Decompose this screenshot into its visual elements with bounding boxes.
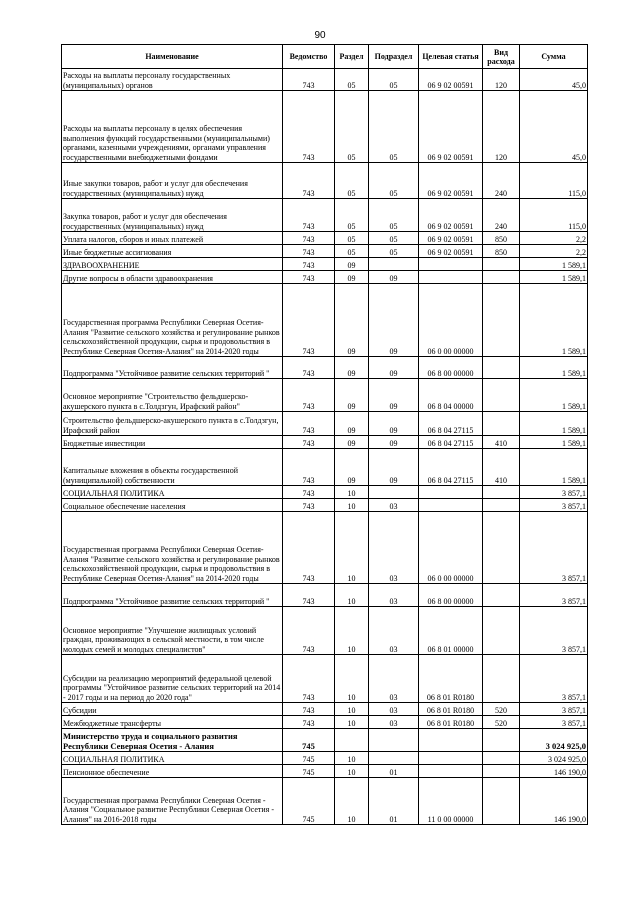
- cell-name: Субсидии на реализацию мероприятий федеральной целевой программы "Устойчивое развитие сельских территорий на 2014 - 2017 годы и на период до 2020 года": [62, 655, 283, 703]
- cell-section: 10: [335, 655, 369, 703]
- cell-target: 06 8 04 27115: [419, 412, 483, 436]
- cell-type: 520: [483, 703, 520, 716]
- cell-subsection: 03: [369, 499, 419, 512]
- cell-section: 09: [335, 258, 369, 271]
- cell-section: 09: [335, 357, 369, 379]
- table-row: [62, 199, 588, 232]
- cell-subsection: 03: [369, 584, 419, 607]
- cell-target: 06 8 04 00000: [419, 379, 483, 412]
- cell-subsection: 09: [369, 357, 419, 379]
- cell-target: 06 8 01 R0180: [419, 716, 483, 729]
- cell-section: 10: [335, 716, 369, 729]
- cell-sum: 1 589,1: [520, 357, 588, 379]
- table-row: [62, 69, 588, 91]
- cell-section: 10: [335, 778, 369, 825]
- cell-name: Подпрограмма "Устойчивое развитие сельских территорий ": [62, 357, 283, 379]
- cell-section: 10: [335, 499, 369, 512]
- table-row: [62, 752, 588, 765]
- header-type: Вид расхода: [483, 45, 520, 69]
- cell-sum: 1 589,1: [520, 449, 588, 486]
- cell-section: 09: [335, 379, 369, 412]
- cell-name: Основное мероприятие "Строительство фельдшерско-акушерского пункта в с.Толдзгун, Ирафский район": [62, 379, 283, 412]
- table-row: [62, 486, 588, 499]
- cell-name: СОЦИАЛЬНАЯ ПОЛИТИКА: [62, 752, 283, 765]
- cell-section: 09: [335, 284, 369, 357]
- cell-type: [483, 729, 520, 752]
- cell-type: 120: [483, 91, 520, 163]
- table-body: [62, 69, 588, 825]
- cell-section: [335, 729, 369, 752]
- cell-section: 05: [335, 91, 369, 163]
- cell-subsection: 03: [369, 607, 419, 655]
- cell-section: 09: [335, 449, 369, 486]
- cell-sum: 146 190,0: [520, 778, 588, 825]
- table-row: [62, 729, 588, 752]
- cell-type: 520: [483, 716, 520, 729]
- cell-sum: 1 589,1: [520, 284, 588, 357]
- cell-dept: 743: [283, 412, 335, 436]
- cell-name: Министерство труда и социального развития Республики Северная Осетия - Алания: [62, 729, 283, 752]
- cell-section: 10: [335, 765, 369, 778]
- cell-sum: 45,0: [520, 69, 588, 91]
- cell-dept: 743: [283, 232, 335, 245]
- cell-name: Расходы на выплаты персоналу государственных (муниципальных) органов: [62, 69, 283, 91]
- cell-sum: 2,2: [520, 232, 588, 245]
- cell-target: 06 8 01 00000: [419, 607, 483, 655]
- cell-subsection: [369, 729, 419, 752]
- cell-sum: 1 589,1: [520, 271, 588, 284]
- cell-section: 10: [335, 703, 369, 716]
- table-header-row: [62, 45, 588, 69]
- cell-target: 06 9 02 00591: [419, 245, 483, 258]
- cell-section: 09: [335, 436, 369, 449]
- cell-section: 09: [335, 271, 369, 284]
- cell-section: 05: [335, 69, 369, 91]
- cell-subsection: 09: [369, 284, 419, 357]
- cell-name: Государственная программа Республики Северная Осетия-Алания "Развитие сельского хозяйства и регулирование рынков сельскохозяйственной продукции, сырья и продовольствия в Республике Северная Осетия-Алания" на 2014-2020 годы: [62, 284, 283, 357]
- table-row: [62, 778, 588, 825]
- table-row: [62, 379, 588, 412]
- cell-target: [419, 271, 483, 284]
- cell-subsection: 05: [369, 91, 419, 163]
- cell-sum: 3 857,1: [520, 703, 588, 716]
- cell-subsection: [369, 258, 419, 271]
- cell-dept: 743: [283, 199, 335, 232]
- cell-target: 06 8 04 27115: [419, 436, 483, 449]
- header-dept: Ведомство: [283, 45, 335, 69]
- header-target: Целевая статья: [419, 45, 483, 69]
- cell-sum: 3 857,1: [520, 655, 588, 703]
- cell-type: 240: [483, 163, 520, 199]
- cell-type: [483, 607, 520, 655]
- cell-dept: 743: [283, 584, 335, 607]
- cell-subsection: 05: [369, 69, 419, 91]
- cell-dept: 743: [283, 245, 335, 258]
- cell-subsection: 05: [369, 232, 419, 245]
- cell-target: 06 0 00 00000: [419, 284, 483, 357]
- cell-target: 06 9 02 00591: [419, 163, 483, 199]
- cell-target: 06 8 04 27115: [419, 449, 483, 486]
- cell-subsection: 01: [369, 778, 419, 825]
- cell-section: 10: [335, 584, 369, 607]
- header-section: Раздел: [335, 45, 369, 69]
- cell-type: [483, 765, 520, 778]
- cell-sum: 3 857,1: [520, 716, 588, 729]
- cell-sum: 115,0: [520, 199, 588, 232]
- cell-sum: 3 024 925,0: [520, 752, 588, 765]
- cell-sum: 3 857,1: [520, 584, 588, 607]
- table-row: [62, 91, 588, 163]
- cell-type: [483, 752, 520, 765]
- cell-subsection: 09: [369, 412, 419, 436]
- cell-target: [419, 729, 483, 752]
- cell-target: [419, 752, 483, 765]
- cell-dept: 745: [283, 765, 335, 778]
- cell-name: Другие вопросы в области здравоохранения: [62, 271, 283, 284]
- table-row: [62, 284, 588, 357]
- cell-target: [419, 486, 483, 499]
- table-row: [62, 703, 588, 716]
- cell-name: Субсидии: [62, 703, 283, 716]
- cell-sum: 1 589,1: [520, 258, 588, 271]
- cell-type: 850: [483, 245, 520, 258]
- cell-type: [483, 412, 520, 436]
- cell-name: Строительство фельдшерско-акушерского пункта в с.Толдзгун, Ирафский район: [62, 412, 283, 436]
- cell-dept: 743: [283, 655, 335, 703]
- table-row: [62, 245, 588, 258]
- table-row: [62, 716, 588, 729]
- cell-name: Расходы на выплаты персоналу в целях обеспечения выполнения функций государственными (муниципальными) органами, казенными учреждениями, органами управления государственными внебюджетными фондами: [62, 91, 283, 163]
- table-row: [62, 357, 588, 379]
- cell-section: 05: [335, 199, 369, 232]
- cell-name: Бюджетные инвестиции: [62, 436, 283, 449]
- table-row: [62, 258, 588, 271]
- cell-section: 09: [335, 412, 369, 436]
- cell-subsection: 05: [369, 245, 419, 258]
- cell-target: 06 9 02 00591: [419, 199, 483, 232]
- table-row: [62, 163, 588, 199]
- cell-sum: 3 857,1: [520, 486, 588, 499]
- cell-dept: 743: [283, 499, 335, 512]
- cell-name: Социальное обеспечение населения: [62, 499, 283, 512]
- cell-type: 120: [483, 69, 520, 91]
- cell-type: [483, 499, 520, 512]
- table-row: [62, 655, 588, 703]
- cell-type: 240: [483, 199, 520, 232]
- cell-type: [483, 357, 520, 379]
- cell-dept: 743: [283, 436, 335, 449]
- cell-name: Межбюджетные трансферты: [62, 716, 283, 729]
- table-row: [62, 584, 588, 607]
- cell-name: Пенсионное обеспечение: [62, 765, 283, 778]
- table-row: [62, 512, 588, 584]
- cell-section: 10: [335, 607, 369, 655]
- cell-type: 850: [483, 232, 520, 245]
- cell-subsection: 03: [369, 716, 419, 729]
- cell-type: 410: [483, 449, 520, 486]
- cell-dept: 743: [283, 486, 335, 499]
- cell-name: ЗДРАВООХРАНЕНИЕ: [62, 258, 283, 271]
- cell-name: Капитальные вложения в объекты государственной (муниципальной) собственности: [62, 449, 283, 486]
- table-row: [62, 436, 588, 449]
- cell-dept: 743: [283, 69, 335, 91]
- cell-type: [483, 258, 520, 271]
- cell-sum: 146 190,0: [520, 765, 588, 778]
- table-row: [62, 412, 588, 436]
- cell-target: 06 8 01 R0180: [419, 655, 483, 703]
- cell-name: Основное мероприятие "Улучшение жилищных условий граждан, проживающих в сельской местности, в том числе молодых семей и молодых специалистов": [62, 607, 283, 655]
- cell-name: Иные бюджетные ассигнования: [62, 245, 283, 258]
- cell-sum: 1 589,1: [520, 412, 588, 436]
- cell-dept: 743: [283, 258, 335, 271]
- cell-subsection: [369, 486, 419, 499]
- cell-sum: 3 024 925,0: [520, 729, 588, 752]
- table-row: [62, 232, 588, 245]
- cell-section: 05: [335, 163, 369, 199]
- cell-subsection: [369, 752, 419, 765]
- table-row: [62, 765, 588, 778]
- cell-dept: 743: [283, 703, 335, 716]
- cell-type: [483, 655, 520, 703]
- cell-target: 06 8 00 00000: [419, 357, 483, 379]
- cell-dept: 743: [283, 91, 335, 163]
- cell-section: 10: [335, 512, 369, 584]
- cell-name: Подпрограмма "Устойчивое развитие сельских территорий ": [62, 584, 283, 607]
- cell-dept: 745: [283, 778, 335, 825]
- cell-type: [483, 486, 520, 499]
- table-row: [62, 607, 588, 655]
- cell-type: [483, 379, 520, 412]
- cell-subsection: 03: [369, 512, 419, 584]
- cell-sum: 3 857,1: [520, 512, 588, 584]
- cell-subsection: 09: [369, 379, 419, 412]
- cell-sum: 115,0: [520, 163, 588, 199]
- cell-subsection: 03: [369, 703, 419, 716]
- cell-name: Закупка товаров, работ и услуг для обеспечения государственных (муниципальных) нужд: [62, 199, 283, 232]
- table-row: [62, 271, 588, 284]
- cell-subsection: 09: [369, 271, 419, 284]
- cell-type: [483, 271, 520, 284]
- cell-sum: 3 857,1: [520, 607, 588, 655]
- cell-subsection: 05: [369, 163, 419, 199]
- cell-target: [419, 499, 483, 512]
- cell-section: 05: [335, 232, 369, 245]
- cell-dept: 745: [283, 729, 335, 752]
- table-row: [62, 499, 588, 512]
- cell-name: Уплата налогов, сборов и иных платежей: [62, 232, 283, 245]
- table-row: [62, 449, 588, 486]
- cell-target: 06 0 00 00000: [419, 512, 483, 584]
- cell-target: 06 9 02 00591: [419, 69, 483, 91]
- cell-subsection: 09: [369, 449, 419, 486]
- cell-type: 410: [483, 436, 520, 449]
- cell-dept: 743: [283, 271, 335, 284]
- cell-subsection: 01: [369, 765, 419, 778]
- cell-section: 05: [335, 245, 369, 258]
- budget-table: [61, 44, 588, 825]
- cell-type: [483, 584, 520, 607]
- cell-target: [419, 258, 483, 271]
- cell-sum: 1 589,1: [520, 379, 588, 412]
- cell-dept: 743: [283, 716, 335, 729]
- page-number: 90: [314, 30, 326, 41]
- cell-dept: 745: [283, 752, 335, 765]
- cell-target: 06 9 02 00591: [419, 232, 483, 245]
- cell-type: [483, 778, 520, 825]
- cell-target: 06 8 00 00000: [419, 584, 483, 607]
- cell-name: Иные закупки товаров, работ и услуг для обеспечения государственных (муниципальных) нужд: [62, 163, 283, 199]
- cell-dept: 743: [283, 357, 335, 379]
- cell-subsection: 03: [369, 655, 419, 703]
- cell-subsection: 09: [369, 436, 419, 449]
- cell-dept: 743: [283, 449, 335, 486]
- cell-sum: 45,0: [520, 91, 588, 163]
- cell-name: Государственная программа Республики Северная Осетия-Алания "Развитие сельского хозяйства и регулирование рынков сельскохозяйственной продукции, сырья и продовольствия в Республике Северная Осетия-Алания" на 2014-2020 годы: [62, 512, 283, 584]
- cell-subsection: 05: [369, 199, 419, 232]
- cell-dept: 743: [283, 163, 335, 199]
- cell-section: 10: [335, 486, 369, 499]
- cell-target: 11 0 00 00000: [419, 778, 483, 825]
- cell-name: Государственная программа Республики Северная Осетия - Алания "Социальное развитие Республики Северная Осетия - Алания" на 2016-2018 годы: [62, 778, 283, 825]
- cell-name: СОЦИАЛЬНАЯ ПОЛИТИКА: [62, 486, 283, 499]
- cell-sum: 3 857,1: [520, 499, 588, 512]
- cell-target: 06 9 02 00591: [419, 91, 483, 163]
- header-name: Наименование: [62, 45, 283, 69]
- header-sum: Сумма: [520, 45, 588, 69]
- cell-type: [483, 512, 520, 584]
- cell-target: [419, 765, 483, 778]
- cell-type: [483, 284, 520, 357]
- cell-dept: 743: [283, 512, 335, 584]
- cell-dept: 743: [283, 607, 335, 655]
- cell-sum: 2,2: [520, 245, 588, 258]
- header-subsection: Подраздел: [369, 45, 419, 69]
- cell-section: 10: [335, 752, 369, 765]
- cell-sum: 1 589,1: [520, 436, 588, 449]
- cell-target: 06 8 01 R0180: [419, 703, 483, 716]
- cell-dept: 743: [283, 379, 335, 412]
- cell-dept: 743: [283, 284, 335, 357]
